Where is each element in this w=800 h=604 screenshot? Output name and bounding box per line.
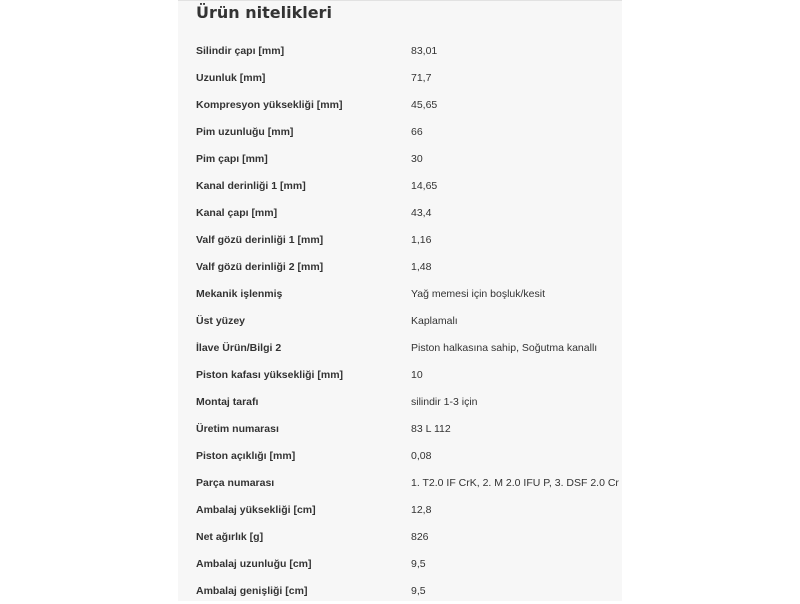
spec-value: 1. T2.0 IF CrK, 2. M 2.0 IFU P, 3. DSF 2.0 Cr bbox=[411, 476, 619, 489]
spec-value: 83,01 bbox=[411, 44, 438, 57]
spec-row bbox=[178, 550, 622, 577]
spec-row bbox=[178, 307, 622, 334]
spec-value: 66 bbox=[411, 125, 423, 138]
spec-label: Ambalaj uzunluğu [cm] bbox=[196, 557, 312, 570]
spec-value: 30 bbox=[411, 152, 423, 165]
spec-label: Valf gözü derinliği 1 [mm] bbox=[196, 233, 324, 246]
spec-value: 826 bbox=[411, 530, 429, 543]
spec-label: Üst yüzey bbox=[196, 314, 246, 327]
spec-row bbox=[178, 145, 622, 172]
spec-label: Valf gözü derinliği 2 [mm] bbox=[196, 260, 324, 273]
spec-value: Kaplamalı bbox=[411, 314, 458, 327]
spec-label: Uzunluk [mm] bbox=[196, 71, 266, 84]
spec-row bbox=[178, 199, 622, 226]
spec-value: 14,65 bbox=[411, 179, 438, 192]
spec-value: Piston halkasına sahip, Soğutma kanallı bbox=[411, 341, 598, 354]
spec-label: Kompresyon yüksekliği [mm] bbox=[196, 98, 343, 111]
spec-value: 10 bbox=[411, 368, 423, 381]
spec-row bbox=[178, 280, 622, 307]
spec-value: 43,4 bbox=[411, 206, 432, 219]
spec-value: Yağ memesi için boşluk/kesit bbox=[411, 287, 546, 300]
spec-label: Montaj tarafı bbox=[196, 395, 259, 408]
spec-row bbox=[178, 388, 622, 415]
spec-row bbox=[178, 118, 622, 145]
spec-row bbox=[178, 523, 622, 550]
spec-label: Pim uzunluğu [mm] bbox=[196, 125, 294, 138]
spec-row bbox=[178, 37, 622, 64]
spec-label: Kanal çapı [mm] bbox=[196, 206, 278, 219]
spec-label: Silindir çapı [mm] bbox=[196, 44, 285, 57]
spec-label: Kanal derinliği 1 [mm] bbox=[196, 179, 306, 192]
section-title: Ürün nitelikleri bbox=[196, 3, 332, 22]
spec-value: 71,7 bbox=[411, 71, 432, 84]
spec-label: Mekanik işlenmiş bbox=[196, 287, 283, 300]
spec-value: 12,8 bbox=[411, 503, 432, 516]
spec-value: 1,48 bbox=[411, 260, 432, 273]
spec-value: 83 L 112 bbox=[411, 422, 451, 435]
spec-value: 9,5 bbox=[411, 584, 426, 597]
spec-row bbox=[178, 334, 622, 361]
spec-label: Pim çapı [mm] bbox=[196, 152, 268, 165]
spec-row bbox=[178, 172, 622, 199]
spec-value: 45,65 bbox=[411, 98, 438, 111]
spec-row bbox=[178, 469, 622, 496]
spec-list bbox=[178, 37, 622, 604]
spec-row bbox=[178, 91, 622, 118]
spec-row bbox=[178, 226, 622, 253]
spec-row bbox=[178, 253, 622, 280]
spec-row bbox=[178, 64, 622, 91]
spec-row bbox=[178, 415, 622, 442]
spec-row bbox=[178, 361, 622, 388]
spec-value: 0,08 bbox=[411, 449, 432, 462]
spec-label: Parça numarası bbox=[196, 476, 275, 489]
spec-label: Ambalaj yüksekliği [cm] bbox=[196, 503, 316, 516]
spec-label: Üretim numarası bbox=[196, 422, 279, 435]
spec-row bbox=[178, 442, 622, 469]
spec-label: Net ağırlık [g] bbox=[196, 530, 264, 543]
spec-value: silindir 1-3 için bbox=[411, 395, 478, 408]
spec-label: Ambalaj genişliği [cm] bbox=[196, 584, 308, 597]
spec-label: Piston kafası yüksekliği [mm] bbox=[196, 368, 344, 381]
spec-value: 1,16 bbox=[411, 233, 432, 246]
spec-label: İlave Ürün/Bilgi 2 bbox=[196, 341, 282, 354]
spec-label: Piston açıklığı [mm] bbox=[196, 449, 296, 462]
spec-value: 9,5 bbox=[411, 557, 426, 570]
spec-row bbox=[178, 496, 622, 523]
